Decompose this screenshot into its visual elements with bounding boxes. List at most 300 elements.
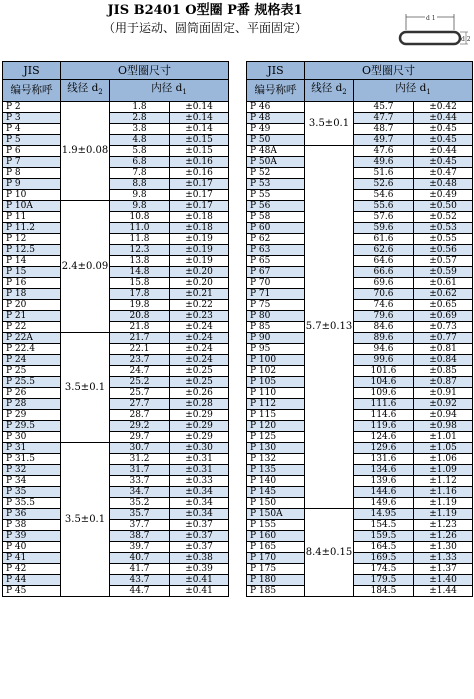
inner-diameter-value: 40.7 [110, 553, 170, 564]
table-row [247, 278, 473, 289]
tolerance-value: ±1.40 [414, 575, 473, 586]
table-row [3, 113, 229, 124]
code-header: 编号称呼 [3, 80, 61, 102]
size-code: P 41 [3, 553, 61, 564]
inner-diameter-value: 37.7 [110, 520, 170, 531]
tolerance-value: ±0.52 [414, 212, 473, 223]
inner-diameter-value: 104.6 [354, 377, 414, 388]
tolerance-value: ±0.65 [414, 300, 473, 311]
size-code: P 21 [3, 311, 61, 322]
table-row [247, 520, 473, 531]
tolerance-value: ±1.06 [414, 454, 473, 465]
table-row [247, 366, 473, 377]
tolerance-value: ±0.87 [414, 377, 473, 388]
size-code: P 60 [247, 223, 305, 234]
tolerance-value: ±0.17 [170, 179, 229, 190]
inner-diameter-value: 5.8 [110, 146, 170, 157]
inner-diameter-value: 9.8 [110, 190, 170, 201]
tolerance-value: ±0.31 [170, 454, 229, 465]
inner-diameter-value: 25.2 [110, 377, 170, 388]
tolerance-value: ±0.69 [414, 311, 473, 322]
tolerance-value: ±0.73 [414, 322, 473, 333]
inner-diameter-value: 13.8 [110, 256, 170, 267]
inner-diameter-value: 2.8 [110, 113, 170, 124]
inner-diameter-value: 89.6 [354, 333, 414, 344]
size-code: P 46 [247, 102, 305, 113]
table-row [247, 443, 473, 454]
size-code: P 12 [3, 234, 61, 245]
table-row [3, 487, 229, 498]
tolerance-value: ±0.38 [170, 553, 229, 564]
tolerance-value: ±0.37 [170, 542, 229, 553]
inner-label: 内径 [395, 82, 417, 94]
tolerance-value: ±0.37 [170, 531, 229, 542]
tolerance-value: ±1.19 [414, 509, 473, 520]
table-row [3, 124, 229, 135]
header-row [3, 62, 229, 80]
table-row [247, 553, 473, 564]
tolerance-value: ±0.50 [414, 201, 473, 212]
table-row [3, 410, 229, 421]
tolerance-value: ±0.23 [170, 311, 229, 322]
wire-diameter-value: 3.5±0.1 [61, 443, 110, 597]
inner-diameter-value: 22.1 [110, 344, 170, 355]
size-code: P 42 [3, 564, 61, 575]
size-code: P 16 [3, 278, 61, 289]
d2-subscript: 2 [98, 88, 103, 97]
size-code: P 38 [3, 520, 61, 531]
tolerance-value: ±0.26 [170, 388, 229, 399]
table-row [3, 223, 229, 234]
inner-diameter-value: 119.6 [354, 421, 414, 432]
table-row [3, 564, 229, 575]
inner-diameter-value: 52.6 [354, 179, 414, 190]
size-code: P 112 [247, 399, 305, 410]
size-code: P 145 [247, 487, 305, 498]
tolerance-value: ±0.30 [170, 443, 229, 454]
size-code: P 39 [3, 531, 61, 542]
tolerance-value: ±0.24 [170, 344, 229, 355]
table-row [3, 190, 229, 201]
table-row [247, 487, 473, 498]
page-subtitle: （用于运动、圆筒面固定、平面固定） [102, 21, 307, 35]
size-code: P 80 [247, 311, 305, 322]
inner-diameter-value: 109.6 [354, 388, 414, 399]
tolerance-value: ±1.26 [414, 531, 473, 542]
inner-diameter-value: 35.2 [110, 498, 170, 509]
wire-diameter-value: 5.7±0.13 [305, 146, 354, 509]
wire-diameter-header [61, 80, 110, 102]
tolerance-value: ±0.25 [170, 377, 229, 388]
inner-diameter-value: 59.6 [354, 223, 414, 234]
size-code: P 25 [3, 366, 61, 377]
table-row [247, 146, 473, 157]
table-row [247, 267, 473, 278]
inner-diameter-value: 70.6 [354, 289, 414, 300]
wire-label: 线径 [67, 82, 89, 94]
size-code: P 135 [247, 465, 305, 476]
table-row [3, 179, 229, 190]
header-row [247, 62, 473, 80]
size-code: P 4 [3, 124, 61, 135]
inner-diameter-value: 169.5 [354, 553, 414, 564]
inner-diameter-value: 101.6 [354, 366, 414, 377]
tolerance-value: ±1.12 [414, 476, 473, 487]
tolerance-value: ±0.33 [170, 476, 229, 487]
table-row [247, 245, 473, 256]
wire-diameter-value: 8.4±0.15 [305, 509, 354, 597]
table-row [247, 465, 473, 476]
inner-diameter-value: 19.8 [110, 300, 170, 311]
tolerance-value: ±0.24 [170, 355, 229, 366]
table-row [247, 234, 473, 245]
tolerance-value: ±0.47 [414, 168, 473, 179]
inner-diameter-value: 21.8 [110, 322, 170, 333]
size-code: P 52 [247, 168, 305, 179]
size-code: P 63 [247, 245, 305, 256]
table-row [3, 575, 229, 586]
size-code: P 110 [247, 388, 305, 399]
size-code: P 170 [247, 553, 305, 564]
inner-diameter-value: 20.8 [110, 311, 170, 322]
inner-diameter-value: 48.7 [354, 124, 414, 135]
table-row [3, 366, 229, 377]
inner-diameter-value: 184.5 [354, 586, 414, 597]
size-code: P 11.2 [3, 223, 61, 234]
table-row [247, 256, 473, 267]
table-row [3, 289, 229, 300]
table-row [3, 168, 229, 179]
tolerance-value: ±0.14 [170, 102, 229, 113]
size-code: P 130 [247, 443, 305, 454]
wire-diameter-value: 2.4±0.09 [61, 201, 110, 333]
table-row [247, 454, 473, 465]
table-row [247, 476, 473, 487]
inner-diameter-value: 154.5 [354, 520, 414, 531]
tolerance-value: ±0.16 [170, 168, 229, 179]
d1-symbol: d [419, 82, 427, 94]
tolerance-value: ±0.14 [170, 113, 229, 124]
tolerance-value: ±1.19 [414, 498, 473, 509]
tolerance-value: ±0.31 [170, 465, 229, 476]
code-header: 编号称呼 [247, 80, 305, 102]
table-row [247, 124, 473, 135]
size-code: P 105 [247, 377, 305, 388]
tolerance-value: ±0.81 [414, 344, 473, 355]
inner-diameter-value: 17.8 [110, 289, 170, 300]
table-row [3, 267, 229, 278]
tolerance-value: ±0.45 [414, 157, 473, 168]
tolerance-value: ±0.94 [414, 410, 473, 421]
inner-diameter-value: 43.7 [110, 575, 170, 586]
tolerance-value: ±0.34 [170, 498, 229, 509]
table-row [3, 333, 229, 344]
tolerance-value: ±1.05 [414, 443, 473, 454]
size-code: P 15 [3, 267, 61, 278]
tolerance-value: ±0.45 [414, 124, 473, 135]
inner-diameter-value: 164.5 [354, 542, 414, 553]
size-code: P 49 [247, 124, 305, 135]
table-row [247, 311, 473, 322]
inner-diameter-value: 66.6 [354, 267, 414, 278]
inner-diameter-value: 33.7 [110, 476, 170, 487]
table-row [3, 135, 229, 146]
size-code: P 28 [3, 399, 61, 410]
inner-diameter-value: 47.7 [354, 113, 414, 124]
table-row [3, 311, 229, 322]
size-code: P 125 [247, 432, 305, 443]
tolerance-value: ±0.48 [414, 179, 473, 190]
inner-diameter-value: 1.8 [110, 102, 170, 113]
inner-diameter-header [354, 80, 473, 102]
table-row [247, 102, 473, 113]
tolerance-value: ±0.41 [170, 586, 229, 597]
inner-diameter-value: 139.6 [354, 476, 414, 487]
inner-diameter-value: 21.7 [110, 333, 170, 344]
inner-diameter-value: 61.6 [354, 234, 414, 245]
table-row [3, 344, 229, 355]
inner-diameter-value: 34.7 [110, 487, 170, 498]
size-code: P 22A [3, 333, 61, 344]
inner-diameter-value: 49.7 [354, 135, 414, 146]
table-row [247, 377, 473, 388]
size-code: P 120 [247, 421, 305, 432]
tolerance-value: ±0.19 [170, 234, 229, 245]
size-code: P 115 [247, 410, 305, 421]
tolerance-value: ±0.44 [414, 146, 473, 157]
tolerance-value: ±0.29 [170, 410, 229, 421]
size-code: P 31 [3, 443, 61, 454]
inner-diameter-value: 111.6 [354, 399, 414, 410]
inner-diameter-value: 94.6 [354, 344, 414, 355]
inner-diameter-value: 6.8 [110, 157, 170, 168]
inner-diameter-value: 4.8 [110, 135, 170, 146]
d1-subscript: 1 [182, 88, 187, 97]
inner-diameter-value: 45.7 [354, 102, 414, 113]
size-code: P 12.5 [3, 245, 61, 256]
size-code: P 62 [247, 234, 305, 245]
inner-diameter-header [110, 80, 229, 102]
size-code: P 31.5 [3, 454, 61, 465]
inner-diameter-value: 12.3 [110, 245, 170, 256]
inner-diameter-value: 159.5 [354, 531, 414, 542]
tolerance-value: ±0.18 [170, 223, 229, 234]
size-code: P 140 [247, 476, 305, 487]
tolerance-value: ±0.24 [170, 333, 229, 344]
tolerance-value: ±0.98 [414, 421, 473, 432]
table-row [3, 432, 229, 443]
size-code: P 35 [3, 487, 61, 498]
table-row [247, 575, 473, 586]
table-row [3, 542, 229, 553]
size-code: P 75 [247, 300, 305, 311]
size-code: P 11 [3, 212, 61, 223]
size-code: P 26 [3, 388, 61, 399]
size-code: P 5 [3, 135, 61, 146]
table-row [247, 542, 473, 553]
tolerance-value: ±0.84 [414, 355, 473, 366]
tolerance-value: ±1.33 [414, 553, 473, 564]
tolerance-value: ±0.29 [170, 432, 229, 443]
size-code: P 7 [3, 157, 61, 168]
inner-diameter-value: 124.6 [354, 432, 414, 443]
size-code: P 67 [247, 267, 305, 278]
inner-diameter-value: 29.2 [110, 421, 170, 432]
tolerance-value: ±1.30 [414, 542, 473, 553]
jis-header: JIS [247, 62, 305, 80]
tolerance-value: ±0.25 [170, 366, 229, 377]
table-row [3, 212, 229, 223]
size-code: P 50 [247, 135, 305, 146]
size-code: P 3 [3, 113, 61, 124]
tolerance-value: ±1.23 [414, 520, 473, 531]
size-code: P 90 [247, 333, 305, 344]
size-code: P 22 [3, 322, 61, 333]
tolerance-value: ±0.15 [170, 146, 229, 157]
table-row [3, 509, 229, 520]
size-code: P 8 [3, 168, 61, 179]
tolerance-value: ±1.44 [414, 586, 473, 597]
inner-diameter-value: 149.6 [354, 498, 414, 509]
tolerance-value: ±0.34 [170, 487, 229, 498]
size-code: P 175 [247, 564, 305, 575]
size-code: P 20 [3, 300, 61, 311]
size-code: P 10 [3, 190, 61, 201]
wire-label: 线径 [311, 82, 333, 94]
inner-diameter-value: 79.6 [354, 311, 414, 322]
tolerance-value: ±0.53 [414, 223, 473, 234]
subheader-row [247, 80, 473, 102]
d2-subscript: 2 [342, 88, 347, 97]
table-row [3, 520, 229, 531]
inner-diameter-value: 24.7 [110, 366, 170, 377]
table-row [3, 355, 229, 366]
size-code: P 150A [247, 509, 305, 520]
inner-diameter-value: 29.7 [110, 432, 170, 443]
inner-diameter-value: 30.7 [110, 443, 170, 454]
table-row [247, 113, 473, 124]
tolerance-value: ±0.19 [170, 245, 229, 256]
table-row [3, 498, 229, 509]
tolerance-value: ±0.62 [414, 289, 473, 300]
table-row [3, 245, 229, 256]
inner-diameter-value: 39.7 [110, 542, 170, 553]
size-code: P 150 [247, 498, 305, 509]
d2-symbol: d [335, 82, 343, 94]
tolerance-value: ±1.16 [414, 487, 473, 498]
tolerance-value: ±0.34 [170, 509, 229, 520]
inner-diameter-value: 14.95 [354, 509, 414, 520]
table-row [247, 564, 473, 575]
tolerance-value: ±0.21 [170, 289, 229, 300]
inner-diameter-value: 38.7 [110, 531, 170, 542]
size-code: P 29.5 [3, 421, 61, 432]
tolerance-value: ±0.39 [170, 564, 229, 575]
size-code: P 65 [247, 256, 305, 267]
table-row [247, 201, 473, 212]
table-row [3, 531, 229, 542]
wire-diameter-value: 1.9±0.08 [61, 102, 110, 201]
tolerance-value: ±0.57 [414, 256, 473, 267]
inner-diameter-value: 114.6 [354, 410, 414, 421]
table-row [247, 179, 473, 190]
inner-diameter-value: 15.8 [110, 278, 170, 289]
inner-diameter-value: 179.5 [354, 575, 414, 586]
size-code: P 85 [247, 322, 305, 333]
size-code: P 30 [3, 432, 61, 443]
tolerance-value: ±0.24 [170, 322, 229, 333]
inner-diameter-value: 62.6 [354, 245, 414, 256]
size-code: P 29 [3, 410, 61, 421]
spec-table-left [2, 61, 229, 597]
d1-symbol: d [175, 82, 183, 94]
table-row [247, 322, 473, 333]
inner-diameter-value: 31.7 [110, 465, 170, 476]
tolerance-value: ±0.17 [170, 201, 229, 212]
tolerance-value: ±0.37 [170, 520, 229, 531]
table-row [247, 135, 473, 146]
size-code: P 14 [3, 256, 61, 267]
inner-diameter-value: 99.6 [354, 355, 414, 366]
table-row [3, 421, 229, 432]
size-code: P 95 [247, 344, 305, 355]
table-row [3, 201, 229, 212]
size-code: P 10A [3, 201, 61, 212]
subheader-row [3, 80, 229, 102]
size-code: P 100 [247, 355, 305, 366]
table-row [247, 168, 473, 179]
tolerance-value: ±0.17 [170, 190, 229, 201]
inner-diameter-value: 8.8 [110, 179, 170, 190]
inner-diameter-value: 134.6 [354, 465, 414, 476]
page-title: JIS B2401 O型圈 P番 规格表1 [107, 3, 303, 18]
table-row [3, 476, 229, 487]
tolerance-value: ±1.01 [414, 432, 473, 443]
tolerance-value: ±0.20 [170, 278, 229, 289]
tolerance-value: ±0.45 [414, 135, 473, 146]
size-code: P 102 [247, 366, 305, 377]
inner-label: 内径 [151, 82, 173, 94]
table-row [3, 454, 229, 465]
size-code: P 165 [247, 542, 305, 553]
tolerance-value: ±0.22 [170, 300, 229, 311]
size-code: P 155 [247, 520, 305, 531]
size-code: P 45 [3, 586, 61, 597]
table-row [247, 531, 473, 542]
inner-diameter-value: 144.6 [354, 487, 414, 498]
inner-diameter-value: 51.6 [354, 168, 414, 179]
tolerance-value: ±0.14 [170, 124, 229, 135]
tolerance-value: ±0.56 [414, 245, 473, 256]
inner-diameter-value: 55.6 [354, 201, 414, 212]
size-code: P 36 [3, 509, 61, 520]
tolerance-value: ±0.16 [170, 157, 229, 168]
size-code: P 48A [247, 146, 305, 157]
table-row [3, 443, 229, 454]
wire-diameter-header [305, 80, 354, 102]
size-code: P 50A [247, 157, 305, 168]
size-code: P 34 [3, 476, 61, 487]
size-code: P 132 [247, 454, 305, 465]
size-code: P 44 [3, 575, 61, 586]
size-code: P 25.5 [3, 377, 61, 388]
inner-diameter-value: 69.6 [354, 278, 414, 289]
size-code: P 2 [3, 102, 61, 113]
spec-table-right [246, 61, 473, 597]
size-code: P 40 [3, 542, 61, 553]
size-code: P 185 [247, 586, 305, 597]
inner-diameter-value: 11.8 [110, 234, 170, 245]
